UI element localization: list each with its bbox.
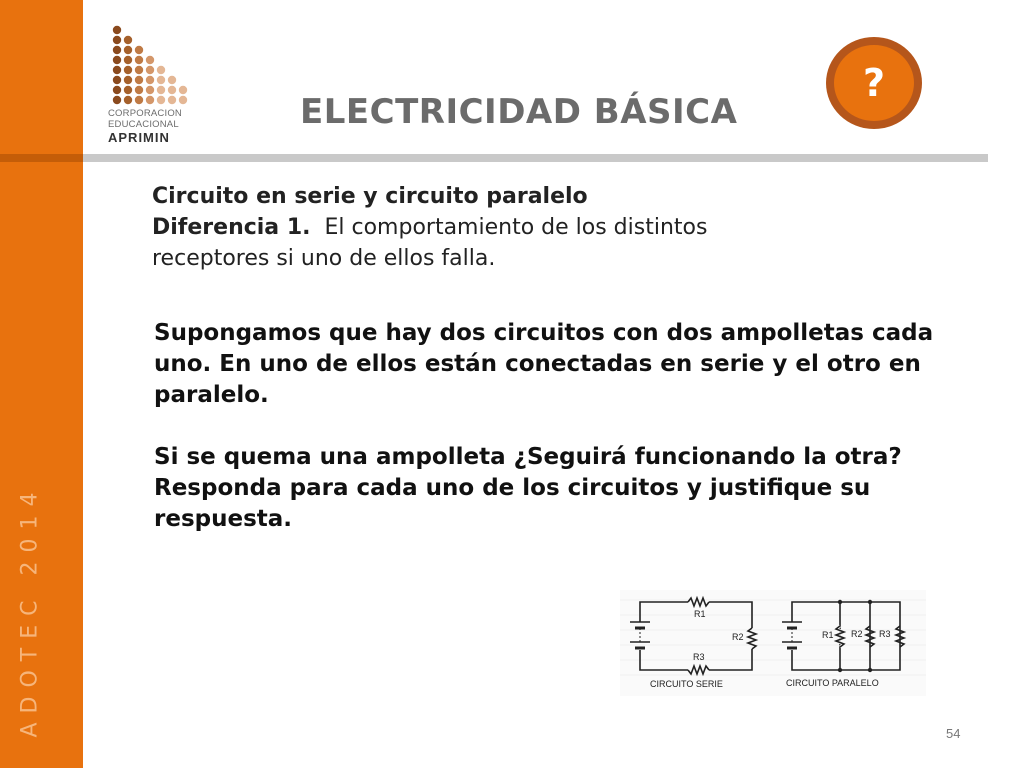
series-label-r3: R3 <box>693 652 705 662</box>
logo-dot <box>168 96 176 104</box>
logo-dot <box>113 56 121 64</box>
logo-dot <box>135 46 143 54</box>
logo-dot <box>124 86 132 94</box>
logo-dot <box>135 86 143 94</box>
logo-dot <box>146 66 154 74</box>
logo-line2: EDUCACIONAL <box>108 119 179 130</box>
logo-dot <box>124 56 132 64</box>
series-r3-resistor <box>688 666 709 674</box>
page-number: 54 <box>946 726 961 741</box>
difference-line <box>152 212 852 243</box>
series-r1-resistor <box>688 598 709 606</box>
logo-dot <box>135 76 143 84</box>
sidebar-label: ADOTEC 2014 <box>17 483 43 737</box>
logo-dot <box>113 76 121 84</box>
parallel-label-r1: R1 <box>822 630 834 640</box>
parallel-label-r3: R3 <box>879 629 891 639</box>
logo-text <box>108 108 182 145</box>
logo-dot <box>124 66 132 74</box>
question-icon: ? <box>834 45 914 121</box>
series-label-r2: R2 <box>732 632 744 642</box>
logo-dot <box>113 66 121 74</box>
logo-dot <box>113 96 121 104</box>
logo-dot <box>113 86 121 94</box>
difference-label: Diferencia 1. <box>152 215 311 240</box>
logo-dot <box>179 96 187 104</box>
header-rule-accent <box>0 154 83 162</box>
series-caption: CIRCUITO SERIE <box>650 679 723 689</box>
logo-dot <box>135 66 143 74</box>
logo-dot <box>113 26 121 34</box>
difference-text-2: receptores si uno de ellos falla. <box>152 246 496 271</box>
logo-dot <box>124 46 132 54</box>
logo-dot <box>168 86 176 94</box>
section-heading: Circuito en serie y circuito paralelo <box>152 184 588 209</box>
logo-line1: CORPORACION <box>108 108 182 119</box>
difference-text: El comportamiento de los distintos <box>324 215 708 240</box>
intro-block <box>152 181 852 274</box>
logo-dot <box>157 96 165 104</box>
logo-dot <box>113 46 121 54</box>
logo-dot <box>146 96 154 104</box>
parallel-caption: CIRCUITO PARALELO <box>786 678 879 688</box>
page-title: ELECTRICIDAD BÁSICA <box>300 92 738 132</box>
logo-dot <box>179 86 187 94</box>
logo-dot <box>157 66 165 74</box>
question-paragraph: Si se quema una ampolleta ¿Seguirá funcionando la otra? Responda para cada uno de los circuitos y justifique su respuesta. <box>154 444 902 532</box>
series-r2-resistor <box>748 628 756 649</box>
logo-dot <box>124 76 132 84</box>
logo-dot <box>113 36 121 44</box>
logo-brand: APRIMIN <box>108 130 170 145</box>
logo-dot <box>157 86 165 94</box>
logo-dot <box>146 56 154 64</box>
help-button[interactable] <box>826 37 922 129</box>
logo-dot <box>124 36 132 44</box>
logo-dot <box>124 96 132 104</box>
logo-dot <box>146 76 154 84</box>
logo-dot <box>135 56 143 64</box>
scenario-paragraph: Supongamos que hay dos circuitos con dos ampolletas cada uno. En uno de ellos están conectadas en serie y el otro en paralelo. <box>154 320 934 408</box>
header-rule <box>0 154 988 162</box>
circuit-diagram <box>620 590 926 696</box>
logo-dot <box>146 86 154 94</box>
sidebar-vertical-text <box>10 483 50 737</box>
logo-dot <box>157 76 165 84</box>
logo-dot <box>168 76 176 84</box>
question-block <box>154 318 974 566</box>
logo-dot <box>135 96 143 104</box>
series-label-r1: R1 <box>694 609 706 619</box>
parallel-label-r2: R2 <box>851 629 863 639</box>
